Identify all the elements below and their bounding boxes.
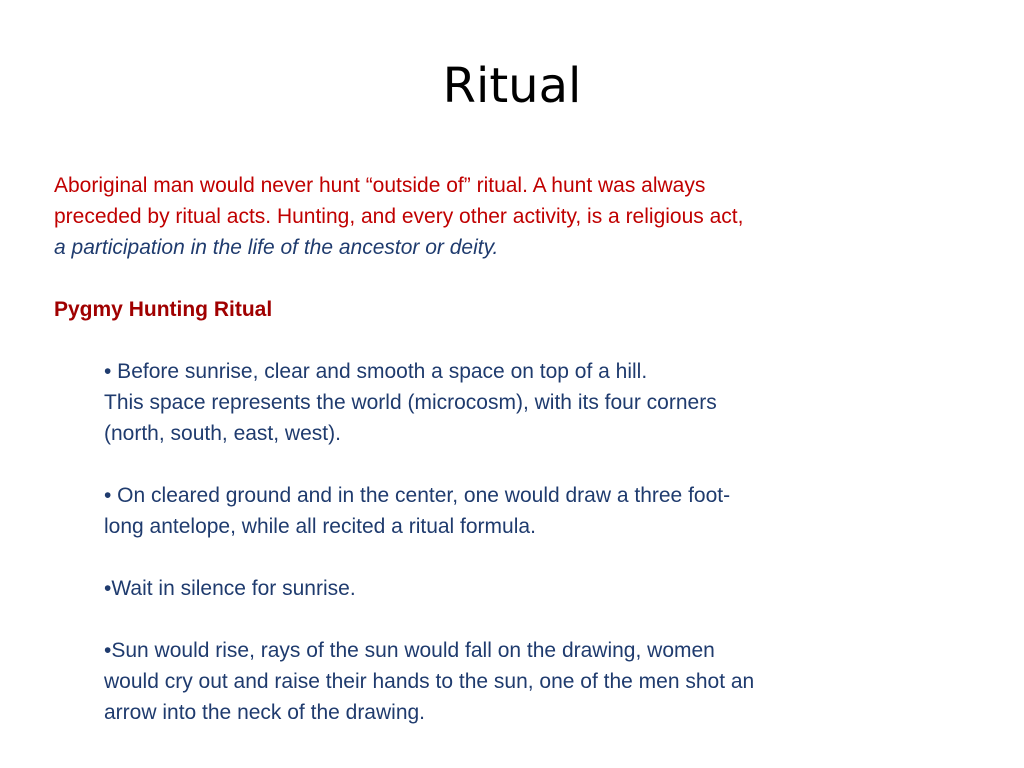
list-item <box>104 356 904 449</box>
intro-line-2: preceded by ritual acts. Hunting, and every other activity, is a religious act, <box>54 205 744 228</box>
list-item-line: This space represents the world (microcosm), with its four corners <box>104 391 717 414</box>
list-item-line: • Before sunrise, clear and smooth a space on top of a hill. <box>104 360 648 383</box>
list-item <box>104 635 904 728</box>
list-item <box>104 480 904 542</box>
intro-line-1: Aboriginal man would never hunt “outside of” ritual. A hunt was always <box>54 174 706 197</box>
section-heading: Pygmy Hunting Ritual <box>54 298 273 321</box>
list-item <box>104 573 904 604</box>
list-item-line: arrow into the neck of the drawing. <box>104 701 426 724</box>
list-item-line: would cry out and raise their hands to the sun, one of the men shot an <box>104 670 755 693</box>
list-item-line: •Sun would rise, rays of the sun would fall on the drawing, women <box>104 639 715 662</box>
ritual-steps-list <box>104 356 904 728</box>
slide-title: Ritual <box>442 58 582 114</box>
list-item-line: long antelope, while all recited a ritual formula. <box>104 515 536 538</box>
list-item-line: • On cleared ground and in the center, one would draw a three foot- <box>104 484 731 507</box>
list-item-line: (north, south, east, west). <box>104 422 341 445</box>
intro-line-3: a participation in the life of the ancestor or deity. <box>54 236 499 259</box>
intro-paragraph <box>54 170 934 263</box>
list-item-line: •Wait in silence for sunrise. <box>104 577 356 600</box>
